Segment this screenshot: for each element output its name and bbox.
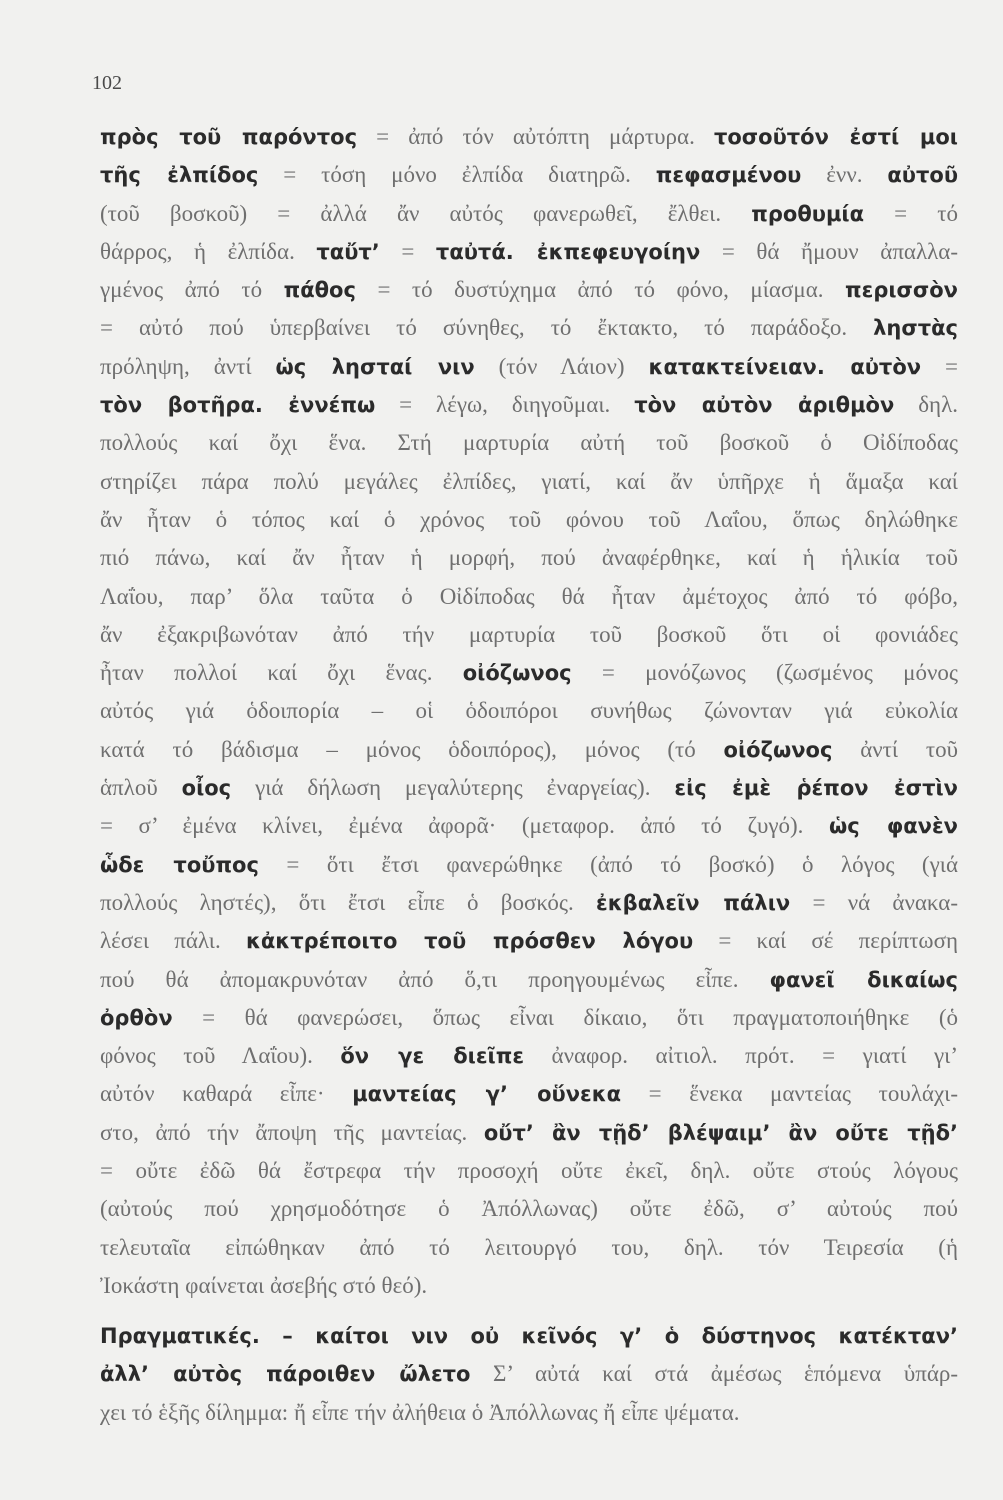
gloss-text: φόνος τοῦ Λαΐου). [100, 1043, 341, 1069]
gloss-text: ἀντί τοῦ [832, 736, 958, 762]
real-section-text [100, 1317, 958, 1432]
gloss-text: = τόση μόνο ἐλπίδα διατηρῶ. [258, 162, 656, 188]
gloss-text: = τό δυστύχημα ἀπό τό φόνο, μίασμα. [355, 277, 846, 303]
lemma-term: ὀρθὸν [100, 1005, 173, 1030]
gloss-text: = θά ἤμουν ἀπαλλα- [700, 238, 958, 264]
gloss-text: αὐτός γιά ὁδοιπορία – οἱ ὁδοιπόροι συνήθως ζώνονταν γιά εὐκολία [100, 698, 958, 724]
gloss-text: ἦταν πολλοί καί ὄχι ἕνας. [100, 660, 463, 686]
gloss-text: πιό πάνω, καί ἄν ἦταν ἡ μορφή, πού ἀναφέρθηκε, καί ἡ ἡλικία τοῦ [100, 545, 958, 571]
text-line [100, 195, 958, 233]
gloss-text: πρόληψη, ἀντί [100, 353, 276, 379]
text-line [100, 309, 958, 347]
gloss-text: = ὅτι ἔτσι φανερώθηκε (ἀπό τό βοσκό) ὁ λόγος (γιά [258, 851, 958, 877]
lemma-term: ἐκβαλεῖν πάλιν [596, 890, 791, 915]
lemma-term: φανεῖ δικαίως [769, 967, 958, 992]
text-line [100, 156, 958, 194]
lemma-term: εἰς ἐμὲ ῥέπον ἐστὶν [674, 776, 958, 801]
gloss-text: = ἀπό τόν αὐτόπτη μάρτυρα. [357, 124, 714, 149]
gloss-text: πολλούς καί ὄχι ἕνα. Στή μαρτυρία αὐτή τοῦ βοσκοῦ ὁ Οἰδίποδας [100, 430, 958, 456]
gloss-text: = σ’ ἐμένα κλίνει, ἐμένα ἀφορᾶ· (μεταφορ. ἀπό τό ζυγό). [100, 813, 829, 839]
gloss-text: = θά φανερώσει, ὅπως εἶναι δίκαιο, ὅτι πραγματοποιήθηκε (ὁ [172, 1004, 958, 1030]
text-line [100, 769, 958, 807]
gloss-text: Σ’ αὐτά καί στά ἀμέσως ἑπόμενα ὑπάρ- [470, 1361, 958, 1387]
text-line [100, 1190, 958, 1228]
gloss-text: πού θά ἀπομακρυνόταν ἀπό ὅ,τι προηγουμένως εἶπε. [100, 966, 770, 992]
gloss-text: λέσει πάλι. [100, 928, 246, 954]
gloss-text: = καί σέ περίπτωση [693, 928, 958, 954]
gloss-text: πολλούς ληστές), ὅτι ἔτσι εἶπε ὁ βοσκός. [100, 889, 597, 915]
lemma-term: ὅν γε διεῖπε [340, 1044, 525, 1069]
lemma-term: μαντείας γ’ οὕνεκα [352, 1082, 622, 1107]
text-line [100, 118, 958, 156]
gloss-text: = λέγω, διηγοῦμαι. [375, 392, 635, 418]
gloss-text: = μονόζωνος (ζωσμένος μόνος [571, 660, 958, 686]
text-line [100, 692, 958, 730]
lemma-term: πάθος [283, 278, 356, 303]
lemma-term: ληστὰς [873, 316, 958, 341]
gloss-text: θάρρος, ἡ ἐλπίδα. [100, 238, 317, 264]
gloss-text: δηλ. [894, 392, 958, 418]
gloss-text: γιά δήλωση μεγαλύτερης ἐναργείας). [231, 775, 675, 801]
gloss-text: ἄν ἐξακριβωνόταν ἀπό τήν μαρτυρία τοῦ βοσκοῦ ὅτι οἱ φονιάδες [100, 621, 958, 647]
gloss-text: ἁπλοῦ [100, 775, 182, 801]
text-line [100, 424, 958, 462]
text-line [100, 1075, 958, 1113]
text-line [100, 1114, 958, 1152]
text-line [100, 1317, 958, 1355]
lemma-term: κατακτείνειαν. αὐτὸν [648, 354, 922, 379]
gloss-text: = νά ἀνακα- [790, 889, 958, 915]
lemma-term: περισσὸν [845, 278, 958, 303]
text-line [100, 1152, 958, 1190]
gloss-text: ἄν ἦταν ὁ τόπος καί ὁ χρόνος τοῦ φόνου τοῦ Λαΐου, ὅπως δηλώθηκε [100, 506, 958, 532]
gloss-text: γμένος ἀπό τό [100, 277, 284, 303]
commentary-text [100, 118, 958, 1305]
gloss-text: = αὐτό πού ὑπερβαίνει τό σύνηθες, τό ἔκτακτο, τό παράδοξο. [100, 315, 874, 341]
text-line [100, 731, 958, 769]
lemma-term: πρὸς τοῦ παρόντος [100, 125, 358, 149]
text-line [100, 386, 958, 424]
lemma-term: τὸν αὐτὸν ἀριθμὸν [634, 393, 895, 418]
text-line [100, 1229, 958, 1267]
gloss-text: αὐτόν καθαρά εἶπε· [100, 1081, 353, 1107]
text-line [100, 233, 958, 271]
lemma-term: Πραγματικές. – καίτοι νιν οὐ κεῖνός γ’ ὁ δύστηνος κατέκταν’ [100, 1324, 958, 1348]
gloss-text: = τό [864, 200, 958, 226]
gloss-text: στηρίζει πάρα πολύ μεγάλες ἐλπίδες, γιατί, καί ἄν ὑπῆρχε ἡ ἅμαξα καί [100, 468, 958, 494]
gloss-text: τελευταῖα εἰπώθηκαν ἀπό τό λειτουργό του, δηλ. τόν Τειρεσία (ἡ [100, 1234, 958, 1260]
lemma-term: ὡς φανὲν [829, 814, 958, 839]
text-line [100, 999, 958, 1037]
gloss-text: = οὔτε ἐδῶ θά ἔστρεφα τήν προσοχή οὔτε ἐκεῖ, δηλ. οὔτε στούς λόγους [100, 1158, 958, 1184]
gloss-text: χει τό ἑξῆς δίλημμα: ἤ εἶπε τήν ἀλήθεια ὁ Ἀπόλλωνας ἤ εἶπε ψέματα. [100, 1399, 740, 1425]
lemma-term: αὐτοῦ [887, 163, 958, 188]
text-line [100, 348, 958, 386]
lemma-term: τῆς ἐλπίδος [100, 163, 259, 188]
gloss-text: = [921, 353, 958, 379]
gloss-text: (αὐτούς πού χρησμοδότησε ὁ Ἀπόλλωνας) οὔτε ἐδῶ, σ’ αὐτούς πού [100, 1196, 958, 1222]
text-line [100, 1037, 958, 1075]
gloss-text: ἐνν. [801, 162, 888, 188]
text-line [100, 616, 958, 654]
gloss-text: = [379, 238, 436, 264]
lemma-term: οἰόζωνος [462, 661, 572, 686]
text-line [100, 578, 958, 616]
lemma-term: ὧδε τοὔπος [100, 852, 259, 877]
gloss-text: (τοῦ βοσκοῦ) = ἀλλά ἄν αὐτός φανερωθεῖ, ἔλθει. [100, 200, 752, 226]
text-line [100, 922, 958, 960]
text-line [100, 961, 958, 999]
text-line [100, 846, 958, 884]
lemma-term: ἀλλ’ αὐτὸς πάροιθεν ὤλετο [100, 1362, 471, 1387]
gloss-text: στο, ἀπό τήν ἄποψη τῆς μαντείας. [100, 1119, 484, 1145]
text-line [100, 654, 958, 692]
gloss-text: κατά τό βάδισμα – μόνος ὁδοιπόρος), μόνος (τό [100, 736, 724, 762]
text-line [100, 1355, 958, 1393]
lemma-term: οἶος [181, 776, 232, 801]
lemma-term: τὸν βοτῆρα. ἐννέπω [100, 393, 376, 418]
text-line [100, 271, 958, 309]
lemma-term: ταὔτ’ [316, 239, 380, 264]
gloss-text: (τόν Λάιον) [474, 353, 649, 379]
text-line [100, 807, 958, 845]
lemma-term: πεφασμένου [655, 163, 802, 188]
lemma-term: κἀκτρέποιτο τοῦ πρόσθεν λόγου [245, 929, 694, 954]
gloss-text: Λαΐου, παρ’ ὅλα ταῦτα ὁ Οἰδίποδας θά ἦταν ἀμέτοχος ἀπό τό φόβο, [100, 583, 958, 609]
gloss-text: Ἰοκάστη φαίνεται ἀσεβής στό θεό). [100, 1272, 428, 1298]
text-line [100, 539, 958, 577]
gloss-text: ἀναφορ. αἰτιολ. πρότ. = γιατί γι’ [524, 1043, 958, 1069]
page-number: 102 [92, 72, 122, 94]
text-line [100, 501, 958, 539]
lemma-term: οὔτ’ ἂν τῇδ’ βλέψαιμ’ ἂν οὔτε τῇδ’ [483, 1120, 958, 1145]
lemma-term: ταὐτά. ἐκπεφευγοίην [435, 239, 701, 264]
gloss-text: = ἕνεκα μαντείας τουλάχι- [621, 1081, 958, 1107]
lemma-term: προθυμία [751, 201, 865, 226]
text-line [100, 463, 958, 501]
lemma-term: οἰόζωνος [723, 737, 833, 762]
text-line [100, 1267, 958, 1305]
text-line [100, 884, 958, 922]
lemma-term: ὡς λησταί νιν [275, 354, 475, 379]
text-line [100, 1394, 958, 1432]
lemma-term: τοσοῦτόν ἐστί μοι [713, 125, 958, 149]
